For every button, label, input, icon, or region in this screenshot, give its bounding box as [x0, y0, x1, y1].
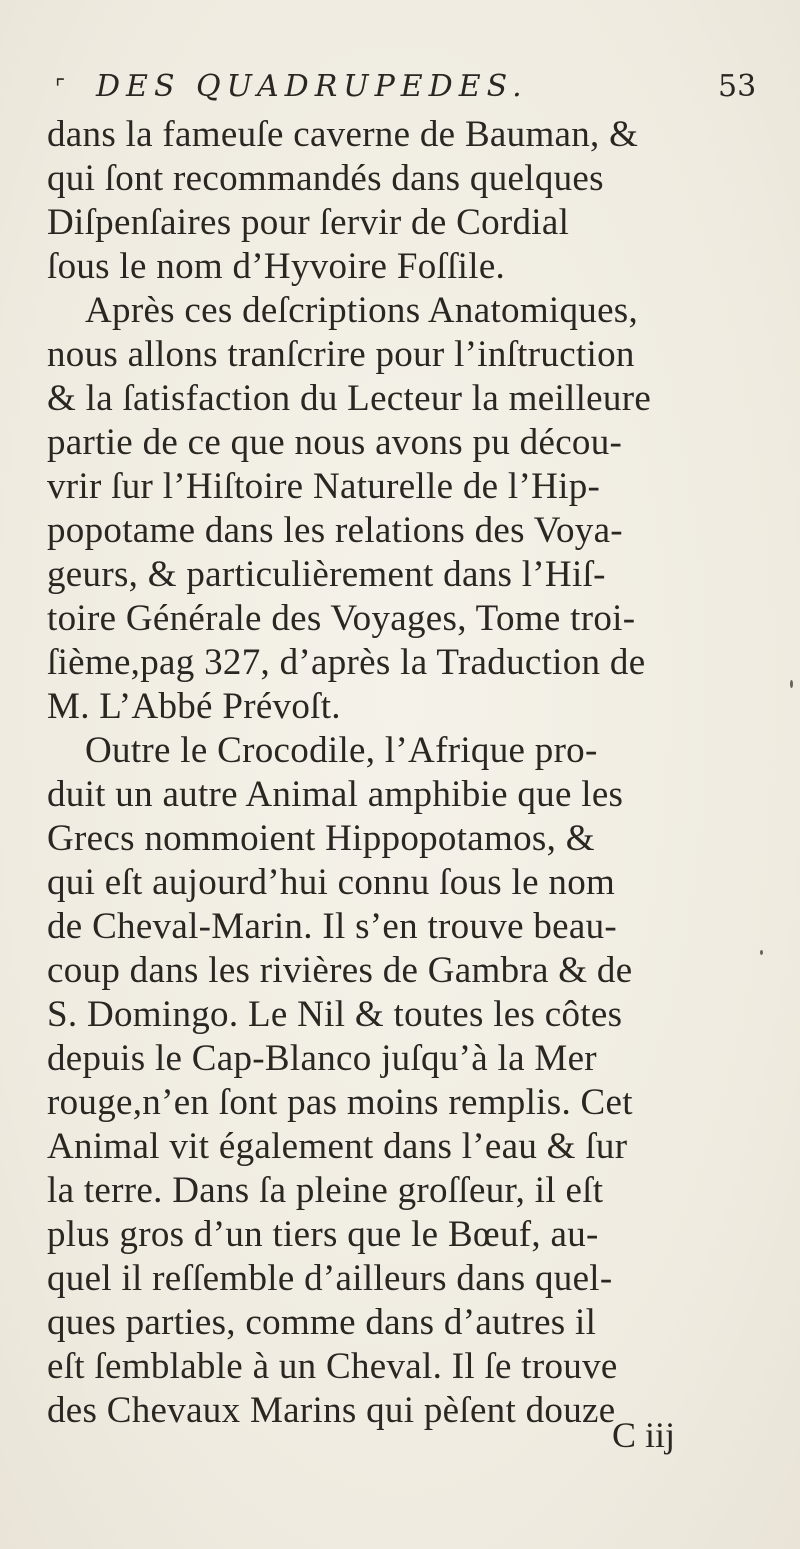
- text-line: geurs, & particulièrement dans l’Hiſ-: [47, 554, 606, 595]
- text-line: des Chevaux Marins qui pèſent douze: [47, 1390, 616, 1431]
- text-line: dans la fameuſe caverne de Bauman, &: [47, 114, 639, 155]
- text-line: rouge,n’en ſont pas moins remplis. Cet: [47, 1082, 633, 1123]
- catchword: C iij: [612, 1415, 676, 1455]
- text-line: qui eſt aujourd’hui connu ſous le nom: [47, 862, 616, 903]
- text-line: vrir ſur l’Hiſtoire Naturelle de l’Hip-: [47, 466, 601, 507]
- text-line: ſous le nom d’Hyvoire Foſſile.: [47, 246, 506, 287]
- text-line: M. L’Abbé Prévoſt.: [47, 686, 341, 727]
- ink-speck: [760, 950, 763, 955]
- text-line: depuis le Cap-Blanco juſqu’à la Mer: [47, 1038, 597, 1079]
- text-line: Animal vit également dans l’eau & ſur: [47, 1126, 628, 1167]
- text-line: la terre. Dans ſa pleine groſſeur, il eſt: [47, 1170, 604, 1211]
- ink-speck: [790, 680, 793, 688]
- text-line: nous allons tranſcrire pour l’inſtruction: [47, 334, 635, 375]
- text-line: Après ces deſcriptions Anatomiques,: [85, 290, 639, 331]
- running-head: DES QUADRUPEDES.: [96, 69, 528, 104]
- text-line: Grecs nommoient Hippopotamos, &: [47, 818, 595, 859]
- text-line: plus gros d’un tiers que le Bœuf, au-: [47, 1214, 599, 1255]
- corner-mark: ⌜: [55, 76, 66, 101]
- text-line: Diſpenſaires pour ſervir de Cordial: [47, 202, 570, 243]
- text-line: toire Générale des Voyages, Tome troi-: [47, 598, 636, 639]
- text-line: coup dans les rivières de Gambra & de: [47, 950, 633, 991]
- text-line: quel il reſſemble d’ailleurs dans quel-: [47, 1258, 613, 1299]
- text-line: popotame dans les relations des Voya-: [47, 510, 623, 551]
- text-line: S. Domingo. Le Nil & toutes les côtes: [47, 994, 623, 1035]
- text-line: eſt ſemblable à un Cheval. Il ſe trouve: [47, 1346, 618, 1387]
- text-line: ſième,pag 327, d’après la Traduction de: [47, 642, 646, 683]
- text-line: partie de ce que nous avons pu décou-: [47, 422, 623, 463]
- page-number: 53: [718, 69, 757, 104]
- text-line: duit un autre Animal amphibie que les: [47, 774, 624, 815]
- text-line: ques parties, comme dans d’autres il: [47, 1302, 597, 1343]
- text-line: de Cheval-Marin. Il s’en trouve beau-: [47, 906, 618, 947]
- text-line: Outre le Crocodile, l’Afrique pro-: [85, 730, 598, 771]
- text-line: qui ſont recommandés dans quelques: [47, 158, 604, 199]
- text-line: & la ſatisfaction du Lecteur la meilleure: [47, 378, 652, 419]
